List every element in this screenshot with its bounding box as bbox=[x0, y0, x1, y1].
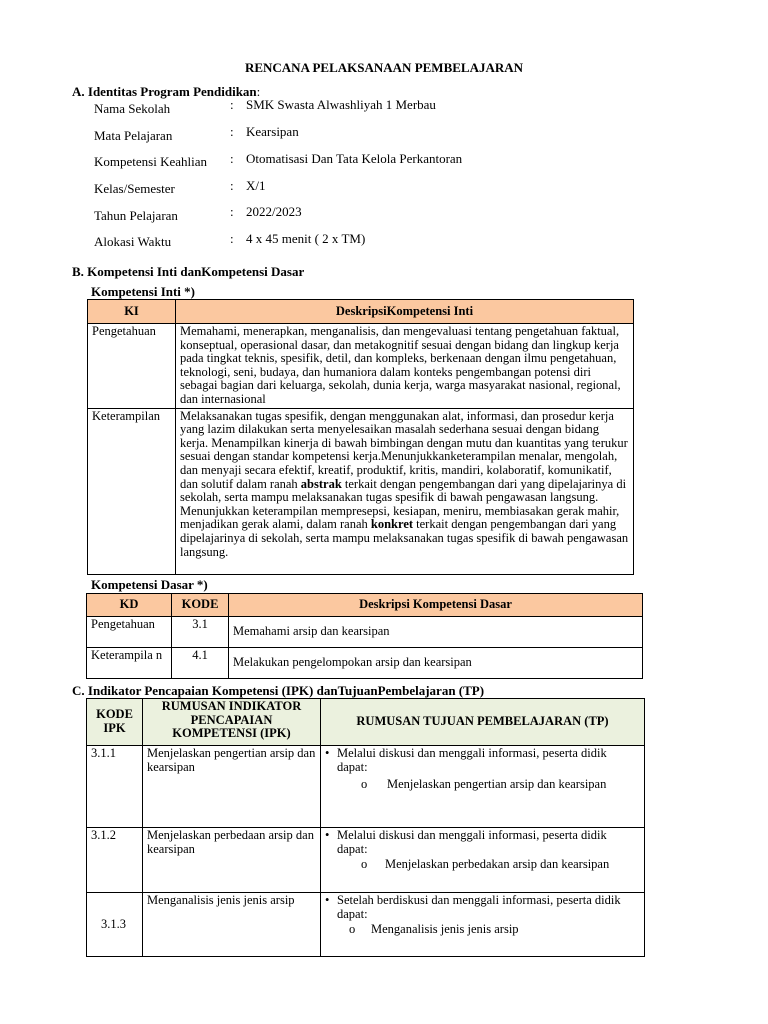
ipk-indicator-cell: Menganalisis jenis jenis arsip bbox=[143, 893, 321, 957]
ki-description-cell: Memahami, menerapkan, menganalisis, dan mengevaluasi tentang pengetahuan faktual, konseptual, operasional dasar, dan metakognitif sesuai dengan bidang dan lingkup kerja pada tingkat teknis, spesifik, detil, dan kompleks, berkenaan dengan ilmu pengetahuan, teknologi, seni, budaya, dan humaniora dalam konteks pengembangan potensi diri sebagai bagian dari keluarga, sekolah, dunia kerja, warga masyarakat nasional, regional, dan internasional bbox=[176, 324, 634, 409]
objective-sub-text: Menjelaskan perbedakan arsip dan kearsipan bbox=[385, 857, 610, 872]
objective-sub-bullet bbox=[325, 923, 640, 937]
objective-sub-bullet bbox=[325, 858, 640, 872]
ki-table-title: Kompetensi Inti *) bbox=[91, 284, 195, 299]
bullet-icon: • bbox=[325, 828, 330, 842]
identity-value: 4 x 45 menit ( 2 x TM) bbox=[246, 231, 366, 246]
ipk-objective-cell bbox=[321, 893, 645, 957]
ki-description-text: Melaksanakan tugas spesifik, dengan menggunakan alat, informasi, dan prosedur kerja yang lazim dilakukan serta menyelesaikan masalah sederhana sesuai dengan bidang kerja. Menampilkan kinerja di bawah bimbingan dengan mutu dan kuantitas yang terukur sesuai dengan standar kompetensi kerja.Menunjukkanketerampilan menalar, mengolah, dan menyaji secara efektif, kreatif, produktif, kritis, mandiri, kolaboratif, komunikatif, dan solutif dalam ranah bbox=[180, 408, 628, 491]
bullet-icon: • bbox=[325, 746, 330, 760]
section-a-heading-colon: : bbox=[256, 84, 261, 99]
circle-bullet-icon: o bbox=[361, 777, 368, 792]
ipk-table-header-row bbox=[87, 699, 645, 746]
objective-text: Melalui diskusi dan menggali informasi, peserta didik dapat: bbox=[337, 746, 607, 774]
objective-bullet bbox=[325, 829, 640, 856]
ipk-objective-cell bbox=[321, 828, 645, 893]
identity-label: Tahun Pelajaran bbox=[94, 208, 178, 223]
section-b-heading: B. Kompetensi Inti danKompetensi Dasar bbox=[72, 264, 305, 279]
identity-colon: : bbox=[230, 151, 234, 166]
identity-colon: : bbox=[230, 124, 234, 139]
kd-description-cell: Melakukan pengelompokan arsip dan kearsipan bbox=[229, 648, 643, 679]
ipk-table bbox=[86, 698, 645, 957]
kd-table-title: Kompetensi Dasar *) bbox=[91, 577, 208, 592]
ipk-code-cell: 3.1.3 bbox=[87, 893, 143, 957]
ki-description-bold: abstrak bbox=[300, 476, 342, 491]
objective-sub-bullet bbox=[325, 778, 640, 792]
kd-header-kode: KODE bbox=[172, 594, 229, 617]
ipk-header-kode: KODE IPK bbox=[87, 699, 143, 746]
ipk-code-cell: 3.1.2 bbox=[87, 828, 143, 893]
ipk-header-objective: RUMUSAN TUJUAN PEMBELAJARAN (TP) bbox=[321, 699, 645, 746]
kd-header-kd: KD bbox=[87, 594, 172, 617]
ki-cell: Pengetahuan bbox=[88, 324, 176, 409]
ki-cell: Keterampilan bbox=[88, 408, 176, 574]
table-row bbox=[87, 828, 645, 893]
ki-header-ki: KI bbox=[88, 300, 176, 324]
ki-description-text: terkait dengan pengembangan dari yang dipelajarinya di sekolah, serta mampu melaksanakan tugas spesifik di bawah pengawasan langsung. bbox=[180, 517, 629, 559]
objective-bullet bbox=[325, 747, 640, 774]
ipk-objective-cell bbox=[321, 746, 645, 828]
objective-bullet bbox=[325, 894, 640, 921]
ipk-code-cell: 3.1.1 bbox=[87, 746, 143, 828]
table-row bbox=[87, 617, 643, 648]
ipk-indicator-cell: Menjelaskan pengertian arsip dan kearsipan bbox=[143, 746, 321, 828]
identity-label: Kompetensi Keahlian bbox=[94, 154, 207, 169]
kd-code-cell: 3.1 bbox=[172, 617, 229, 648]
ki-description-cell bbox=[176, 408, 634, 574]
table-row bbox=[87, 648, 643, 679]
objective-sub-text: Menjelaskan pengertian arsip dan kearsipan bbox=[387, 777, 607, 792]
identity-value: Kearsipan bbox=[246, 124, 299, 139]
table-row bbox=[88, 408, 634, 574]
identity-value: X/1 bbox=[246, 178, 266, 193]
identity-colon: : bbox=[230, 204, 234, 219]
ki-header-description: DeskripsiKompetensi Inti bbox=[176, 300, 634, 324]
identity-label: Alokasi Waktu bbox=[94, 234, 172, 249]
circle-bullet-icon: o bbox=[349, 922, 356, 937]
kd-description-cell: Memahami arsip dan kearsipan bbox=[229, 617, 643, 648]
circle-bullet-icon: o bbox=[361, 857, 368, 872]
objective-sub-text: Menganalisis jenis jenis arsip bbox=[371, 922, 519, 937]
identity-label: Kelas/Semester bbox=[94, 181, 175, 196]
objective-text: Setelah berdiskusi dan menggali informasi, peserta didik dapat: bbox=[337, 893, 621, 921]
objective-text: Melalui diskusi dan menggali informasi, peserta didik dapat: bbox=[337, 828, 607, 856]
identity-value: SMK Swasta Alwashliyah 1 Merbau bbox=[246, 97, 436, 112]
kd-table-header-row bbox=[87, 594, 643, 617]
ki-table-header-row bbox=[88, 300, 634, 324]
identity-label: Mata Pelajaran bbox=[94, 128, 173, 143]
ki-description-bold: konkret bbox=[370, 517, 414, 532]
section-a-heading-text: A. Identitas Program Pendidikan bbox=[72, 84, 257, 99]
kd-code-cell: 4.1 bbox=[172, 648, 229, 679]
identity-value: Otomatisasi Dan Tata Kelola Perkantoran bbox=[246, 151, 463, 166]
identity-colon: : bbox=[230, 178, 234, 193]
table-row bbox=[88, 324, 634, 409]
bullet-icon: • bbox=[325, 893, 330, 907]
identity-label: Nama Sekolah bbox=[94, 101, 171, 116]
ki-table bbox=[87, 299, 634, 575]
ki-description-text: terkait dengan pengembangan dari yang dipelajarinya di sekolah, serta mampu melaksanakan tugas spesifik di bawah pengawasan langsung. Menunjukkan keterampilan mempresepsi, kesiapan, meniru, membiasakan gerak mahir, menjadikan gerak alami, dalam ranah bbox=[180, 476, 627, 532]
kd-header-description: Deskripsi Kompetensi Dasar bbox=[229, 594, 643, 617]
table-row bbox=[87, 746, 645, 828]
kd-cell: Pengetahuan bbox=[87, 617, 172, 648]
ipk-indicator-cell: Menjelaskan perbedaan arsip dan kearsipan bbox=[143, 828, 321, 893]
identity-colon: : bbox=[230, 97, 234, 112]
identity-value: 2022/2023 bbox=[246, 204, 302, 219]
document-title: RENCANA PELAKSANAAN PEMBELAJARAN bbox=[244, 60, 524, 75]
ipk-header-indicator: RUMUSAN INDIKATOR PENCAPAIAN KOMPETENSI (IPK) bbox=[143, 699, 321, 746]
section-c-heading: C. Indikator Pencapaian Kompetensi (IPK) danTujuanPembelajaran (TP) bbox=[72, 683, 485, 698]
table-row bbox=[87, 893, 645, 957]
kd-cell: Keterampila n bbox=[87, 648, 172, 679]
kd-table bbox=[86, 593, 643, 679]
identity-colon: : bbox=[230, 231, 234, 246]
